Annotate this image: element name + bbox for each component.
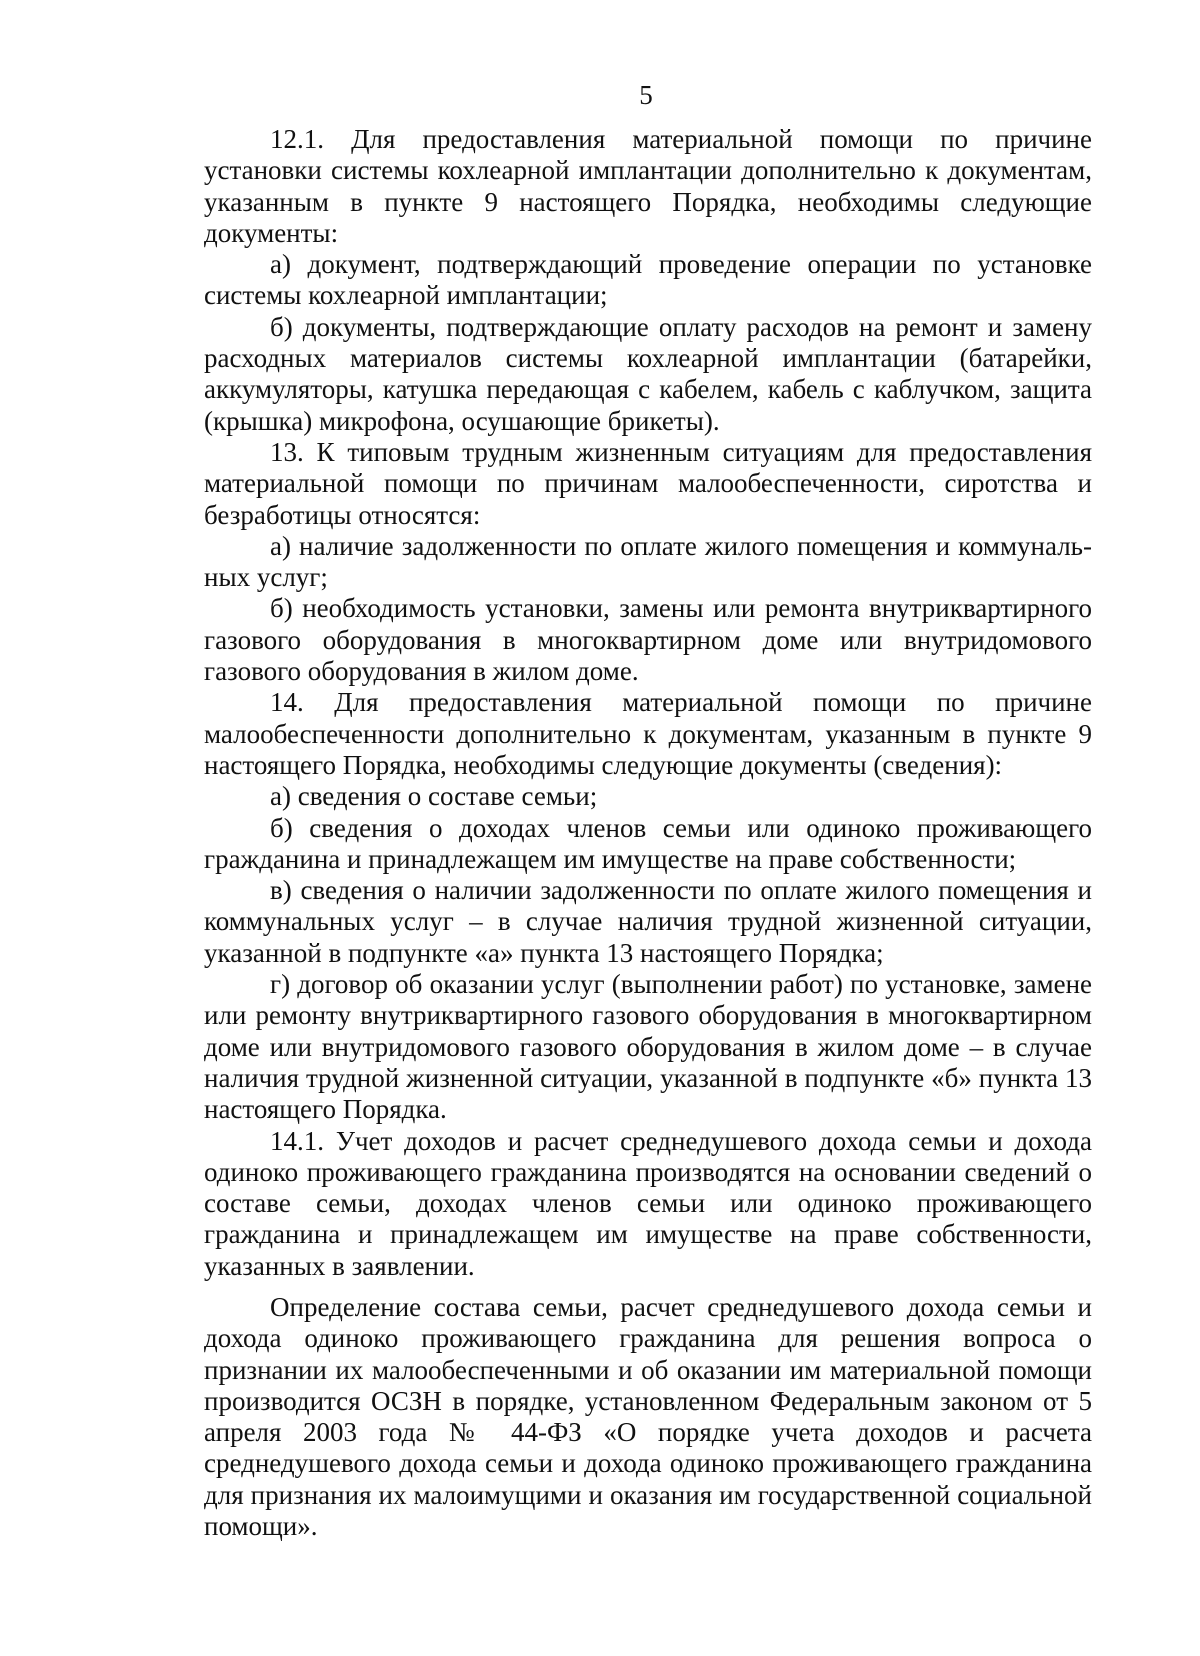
paragraph-13-a: а) наличие задолженности по оплате жилого помещения и коммунальных услуг;: [204, 530, 1092, 593]
paragraph-12-1-b: б) документы, подтверждающие оплату расходов на ремонт и замену расходных материалов системы кохлеарной имплантации (батарейки, аккумуляторы, катушка передающая с кабелем, кабель с каблучком, защита (крышка) микрофона, осушающие брикеты).: [204, 311, 1092, 436]
paragraph-14-v: в) сведения о наличии задолженности по оплате жилого помещения и коммунальных услуг – в случае наличия трудной жизненной ситуации, указанной в подпункте «а» пункта 13 настоящего Порядка;: [204, 875, 1092, 968]
paragraph-13: 13. К типовым трудным жизненным ситуациям для предоставления материальной помощи по причинам малообеспеченности, сиротства и безработицы относятся:: [204, 436, 1092, 530]
paragraph-14-a: а) сведения о составе семьи;: [270, 781, 598, 812]
document-body: [204, 124, 1092, 1542]
paragraph-13-b: б) необходимость установки, замены или ремонта внутриквартирного газового оборудования в многоквартирном доме или внутридомового газового оборудования в жилом доме.: [204, 593, 1092, 687]
paragraph-family-definition: Определение состава семьи, расчет среднедушевого дохода семьи и дохода одиноко проживающего гражданина для решения вопроса о признании их малообеспеченными и об оказании им материальной помощи производится ОСЗН в порядке, установленном Федеральным законом от 5 апреля 2003 года № 44-ФЗ «О порядке учета доходов и расчета среднедушевого дохода семьи и дохода одиноко проживающего гражданина для признания их малоимущими и оказания им государственной социальной помощи».: [204, 1291, 1092, 1542]
paragraph-14-1: 14.1. Учет доходов и расчет среднедушевого дохода семьи и дохода одиноко проживающего гражданина производятся на основании сведений о составе семьи, доходах членов семьи или одиноко проживающего гражданина и принадлежащем им имуществе на праве собственности, указанных в заявлении.: [204, 1125, 1092, 1281]
page-number: 5: [639, 80, 653, 110]
paragraph-12-1: 12.1. Для предоставления материальной помощи по причине установки системы кохлеарной имплантации дополнительно к документам, указанным в пункте 9 настоящего Порядка, необходимы следующие документы:: [204, 124, 1092, 248]
paragraph-14-g: г) договор об оказании услуг (выполнении работ) по установке, замене или ремонту внутриквартирного газового оборудования в многоквартирном доме или внутридомового газового оборудования в жилом доме – в случае наличия трудной жизненной ситуации, указанной в подпункте «б» пункта 13 настоящего Порядка.: [204, 969, 1092, 1125]
paragraph-14-b: б) сведения о доходах членов семьи или одиноко проживающего гражданина и принадлежащем им имуществе на праве собственности;: [204, 812, 1092, 874]
paragraph-12-1-a: а) документ, подтверждающий проведение операции по установке системы кохлеарной имплантации;: [204, 249, 1092, 311]
paragraph-14: 14. Для предоставления материальной помощи по причине малообеспеченности дополнительно к документам, указанным в пункте 9 настоящего Порядка, необходимы следующие документы (сведения):: [204, 687, 1092, 780]
